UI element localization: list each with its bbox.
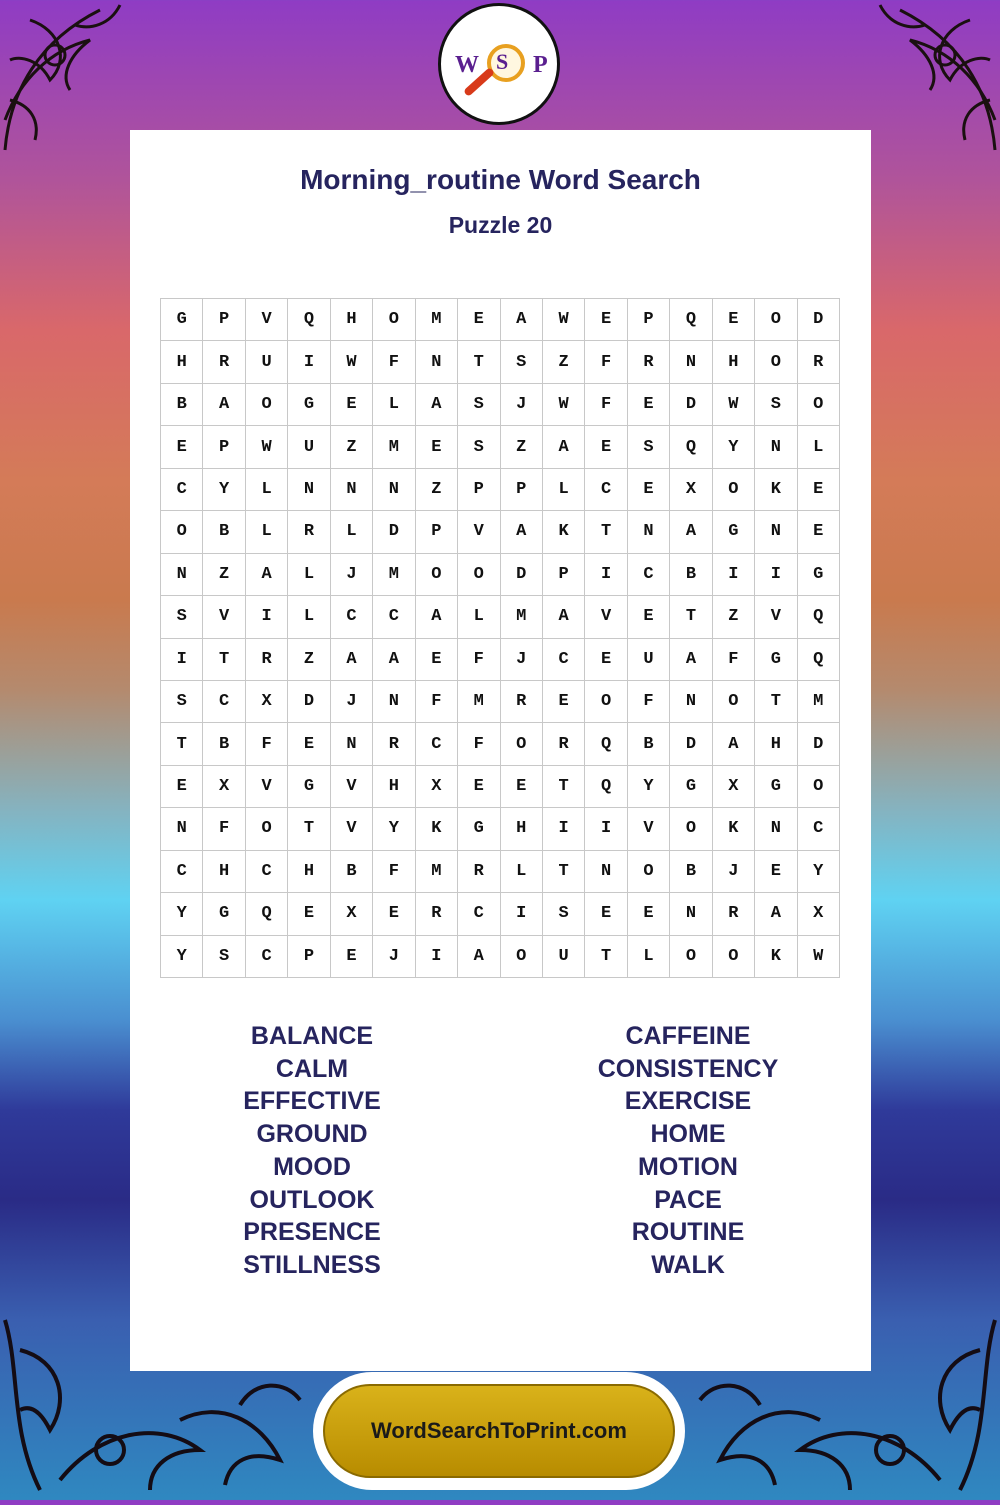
grid-cell[interactable]: G [713, 511, 755, 553]
grid-cell[interactable]: H [501, 808, 543, 850]
grid-cell[interactable]: Q [585, 766, 627, 808]
grid-cell[interactable]: F [373, 851, 415, 893]
word-list-item: EFFECTIVE [243, 1087, 381, 1116]
grid-cell[interactable]: K [713, 808, 755, 850]
grid-cell[interactable]: B [331, 851, 373, 893]
grid-cell[interactable]: F [458, 723, 500, 765]
grid-cell[interactable]: L [331, 511, 373, 553]
grid-cell[interactable]: G [288, 384, 330, 426]
grid-cell[interactable]: M [373, 554, 415, 596]
grid-cell[interactable]: E [458, 299, 500, 341]
grid-cell[interactable]: B [670, 554, 712, 596]
word-list-item: STILLNESS [243, 1250, 381, 1279]
grid-cell[interactable]: L [246, 469, 288, 511]
grid-cell[interactable]: S [203, 936, 245, 978]
grid-cell[interactable]: A [501, 511, 543, 553]
grid-cell[interactable]: K [755, 936, 797, 978]
grid-cell[interactable]: X [798, 893, 840, 935]
grid-cell[interactable]: K [543, 511, 585, 553]
grid-cell[interactable]: O [670, 936, 712, 978]
grid-cell[interactable]: R [373, 723, 415, 765]
grid-cell[interactable]: E [713, 299, 755, 341]
grid-cell[interactable]: S [628, 426, 670, 468]
grid-cell[interactable]: A [543, 426, 585, 468]
grid-cell[interactable]: Z [203, 554, 245, 596]
grid-cell[interactable]: M [416, 851, 458, 893]
grid-cell[interactable]: D [670, 384, 712, 426]
grid-cell[interactable]: E [458, 766, 500, 808]
grid-cell[interactable]: C [458, 893, 500, 935]
grid-cell[interactable]: O [713, 936, 755, 978]
grid-cell[interactable]: E [628, 893, 670, 935]
grid-cell[interactable]: R [203, 341, 245, 383]
grid-cell[interactable]: L [798, 426, 840, 468]
grid-cell[interactable]: R [713, 893, 755, 935]
grid-cell[interactable]: P [458, 469, 500, 511]
grid-cell[interactable]: V [585, 596, 627, 638]
grid-cell[interactable]: O [373, 299, 415, 341]
grid-cell[interactable]: T [161, 723, 203, 765]
grid-cell[interactable]: C [246, 851, 288, 893]
grid-cell[interactable]: O [798, 384, 840, 426]
grid-cell[interactable]: D [670, 723, 712, 765]
grid-cell[interactable]: S [161, 596, 203, 638]
puzzle-number: Puzzle 20 [448, 212, 553, 238]
grid-cell[interactable]: X [670, 469, 712, 511]
grid-cell[interactable]: J [501, 384, 543, 426]
word-list-item: EXERCISE [624, 1087, 752, 1116]
grid-cell[interactable]: N [331, 723, 373, 765]
grid-cell[interactable]: N [755, 511, 797, 553]
grid-cell[interactable]: I [161, 639, 203, 681]
grid-cell[interactable]: A [416, 596, 458, 638]
word-list-item: OUTLOOK [249, 1185, 375, 1214]
grid-cell[interactable]: L [543, 469, 585, 511]
grid-cell[interactable]: H [755, 723, 797, 765]
grid-cell[interactable]: R [798, 341, 840, 383]
grid-cell[interactable]: Y [373, 808, 415, 850]
grid-cell[interactable]: Q [670, 299, 712, 341]
grid-cell[interactable]: O [798, 766, 840, 808]
site-link-text: WordSearchToPrint.com [371, 1418, 627, 1443]
grid-cell[interactable]: Z [331, 426, 373, 468]
grid-cell[interactable]: D [798, 723, 840, 765]
grid-cell[interactable]: H [203, 851, 245, 893]
grid-cell[interactable]: Y [161, 936, 203, 978]
grid-cell[interactable]: M [501, 596, 543, 638]
grid-cell[interactable]: H [331, 299, 373, 341]
grid-cell[interactable]: F [628, 681, 670, 723]
grid-cell[interactable]: W [543, 384, 585, 426]
grid-cell[interactable]: N [288, 469, 330, 511]
grid-cell[interactable]: E [628, 384, 670, 426]
grid-cell[interactable]: V [755, 596, 797, 638]
word-list-right [538, 1020, 838, 1282]
grid-cell[interactable]: A [501, 299, 543, 341]
grid-cell[interactable]: A [543, 596, 585, 638]
grid-cell[interactable]: N [161, 808, 203, 850]
grid-cell[interactable]: B [628, 723, 670, 765]
grid-cell[interactable]: B [670, 851, 712, 893]
grid-cell[interactable]: Y [203, 469, 245, 511]
grid-cell[interactable]: P [288, 936, 330, 978]
grid-cell[interactable]: X [331, 893, 373, 935]
grid-cell[interactable]: C [416, 723, 458, 765]
grid-cell[interactable]: Q [288, 299, 330, 341]
grid-cell[interactable]: C [331, 596, 373, 638]
grid-cell[interactable]: G [670, 766, 712, 808]
grid-cell[interactable]: X [203, 766, 245, 808]
grid-cell[interactable]: M [798, 681, 840, 723]
grid-cell[interactable]: Y [161, 893, 203, 935]
grid-cell[interactable]: C [161, 851, 203, 893]
grid-cell[interactable]: E [628, 469, 670, 511]
grid-cell[interactable]: E [755, 851, 797, 893]
grid-cell[interactable]: Y [628, 766, 670, 808]
word-list-item: WALK [651, 1250, 725, 1279]
grid-cell[interactable]: Y [798, 851, 840, 893]
grid-cell[interactable]: C [798, 808, 840, 850]
grid-cell[interactable]: F [373, 341, 415, 383]
site-link-pill[interactable] [323, 1384, 675, 1478]
grid-cell[interactable]: N [670, 681, 712, 723]
grid-cell[interactable]: W [798, 936, 840, 978]
grid-cell[interactable]: C [161, 469, 203, 511]
grid-cell[interactable]: K [416, 808, 458, 850]
grid-cell[interactable]: H [373, 766, 415, 808]
grid-cell[interactable]: M [373, 426, 415, 468]
grid-cell[interactable]: E [331, 936, 373, 978]
grid-cell[interactable]: F [246, 723, 288, 765]
grid-cell[interactable]: D [288, 681, 330, 723]
grid-cell[interactable]: N [755, 426, 797, 468]
grid-cell[interactable]: T [670, 596, 712, 638]
word-list-item: CAFFEINE [625, 1022, 751, 1050]
grid-cell[interactable]: Z [288, 639, 330, 681]
grid-cell[interactable]: N [161, 554, 203, 596]
grid-cell[interactable]: N [628, 511, 670, 553]
grid-cell[interactable]: E [288, 723, 330, 765]
grid-cell[interactable]: L [458, 596, 500, 638]
grid-cell[interactable]: E [585, 299, 627, 341]
grid-cell[interactable]: T [203, 639, 245, 681]
grid-cell[interactable]: Z [416, 469, 458, 511]
grid-cell[interactable]: O [246, 384, 288, 426]
grid-cell[interactable]: J [373, 936, 415, 978]
grid-cell[interactable]: I [585, 554, 627, 596]
grid-cell[interactable]: L [628, 936, 670, 978]
grid-cell[interactable]: E [331, 384, 373, 426]
grid-cell[interactable]: Z [713, 596, 755, 638]
grid-cell[interactable]: A [373, 639, 415, 681]
word-list-left [162, 1020, 462, 1282]
grid-cell[interactable]: G [755, 639, 797, 681]
grid-cell[interactable]: J [331, 681, 373, 723]
grid-cell[interactable]: M [458, 681, 500, 723]
grid-cell[interactable]: A [755, 893, 797, 935]
grid-cell[interactable]: F [713, 639, 755, 681]
grid-cell[interactable]: O [161, 511, 203, 553]
grid-cell[interactable]: H [288, 851, 330, 893]
word-list-item: BALANCE [250, 1022, 374, 1050]
grid-cell[interactable]: C [628, 554, 670, 596]
grid-cell[interactable]: C [203, 681, 245, 723]
grid-cell[interactable]: O [713, 681, 755, 723]
grid-cell[interactable]: Q [670, 426, 712, 468]
logo-letter-s: S [496, 49, 509, 74]
grid-cell[interactable]: X [416, 766, 458, 808]
grid-cell[interactable]: D [373, 511, 415, 553]
grid-cell[interactable]: E [585, 893, 627, 935]
grid-cell[interactable]: A [458, 936, 500, 978]
grid-cell[interactable]: I [585, 808, 627, 850]
grid-cell[interactable]: T [755, 681, 797, 723]
grid-cell[interactable]: O [458, 554, 500, 596]
grid-cell[interactable]: S [161, 681, 203, 723]
word-list-item: HOME [650, 1120, 726, 1149]
grid-cell[interactable]: I [501, 893, 543, 935]
grid-cell[interactable]: S [543, 893, 585, 935]
grid-cell[interactable]: T [543, 766, 585, 808]
grid-cell[interactable]: J [713, 851, 755, 893]
grid-cell[interactable]: P [628, 299, 670, 341]
site-logo[interactable] [438, 3, 560, 125]
grid-cell[interactable]: N [755, 808, 797, 850]
word-list-item: PRESENCE [243, 1218, 381, 1247]
grid-cell[interactable]: V [246, 766, 288, 808]
logo-letter-w: W [455, 52, 479, 78]
grid-cell[interactable]: X [713, 766, 755, 808]
grid-cell[interactable]: E [501, 766, 543, 808]
grid-cell[interactable]: S [755, 384, 797, 426]
grid-cell[interactable]: I [416, 936, 458, 978]
grid-cell[interactable]: O [585, 681, 627, 723]
grid-cell[interactable]: X [246, 681, 288, 723]
grid-cell[interactable]: Q [246, 893, 288, 935]
grid-cell[interactable]: A [713, 723, 755, 765]
grid-cell[interactable]: R [543, 723, 585, 765]
grid-cell[interactable]: V [331, 766, 373, 808]
grid-cell[interactable]: Z [501, 426, 543, 468]
grid-cell[interactable]: B [203, 723, 245, 765]
word-list-item: GROUND [256, 1120, 368, 1149]
grid-cell[interactable]: A [670, 511, 712, 553]
grid-cell[interactable]: I [288, 341, 330, 383]
grid-cell[interactable]: W [543, 299, 585, 341]
grid-cell[interactable]: B [161, 384, 203, 426]
grid-cell[interactable]: T [585, 511, 627, 553]
grid-cell[interactable]: W [331, 341, 373, 383]
grid-cell[interactable]: N [670, 893, 712, 935]
grid-cell[interactable]: O [416, 554, 458, 596]
grid-cell[interactable]: S [458, 384, 500, 426]
letter-grid [160, 298, 840, 978]
grid-cell[interactable]: V [331, 808, 373, 850]
grid-cell[interactable]: V [246, 299, 288, 341]
grid-cell[interactable]: R [246, 639, 288, 681]
grid-cell[interactable]: G [755, 766, 797, 808]
logo-letter-p: P [533, 52, 548, 78]
grid-cell[interactable]: U [288, 426, 330, 468]
grid-cell[interactable]: A [331, 639, 373, 681]
grid-cell[interactable]: H [713, 341, 755, 383]
grid-cell[interactable]: J [501, 639, 543, 681]
grid-cell[interactable]: V [458, 511, 500, 553]
grid-cell[interactable]: A [416, 384, 458, 426]
grid-cell[interactable]: O [755, 299, 797, 341]
word-list-item: CALM [275, 1054, 349, 1083]
grid-cell[interactable]: U [543, 936, 585, 978]
grid-cell[interactable]: E [585, 426, 627, 468]
word-list-item: CONSISTENCY [597, 1054, 779, 1083]
grid-cell[interactable]: C [246, 936, 288, 978]
grid-cell[interactable]: M [416, 299, 458, 341]
grid-cell[interactable]: E [543, 681, 585, 723]
grid-cell[interactable]: T [543, 851, 585, 893]
grid-cell[interactable]: I [543, 808, 585, 850]
grid-cell[interactable]: E [798, 469, 840, 511]
grid-cell[interactable]: G [798, 554, 840, 596]
grid-cell[interactable]: W [713, 384, 755, 426]
grid-cell[interactable]: P [203, 426, 245, 468]
grid-cell[interactable]: E [628, 596, 670, 638]
grid-cell[interactable]: O [713, 469, 755, 511]
site-link-button[interactable] [313, 1372, 685, 1490]
grid-cell[interactable]: R [458, 851, 500, 893]
grid-cell[interactable]: O [755, 341, 797, 383]
grid-cell[interactable]: R [628, 341, 670, 383]
grid-cell[interactable]: I [755, 554, 797, 596]
grid-cell[interactable]: I [246, 596, 288, 638]
grid-cell[interactable]: F [203, 808, 245, 850]
word-list-item: ROUTINE [631, 1218, 745, 1247]
grid-cell[interactable]: A [670, 639, 712, 681]
grid-cell[interactable]: P [416, 511, 458, 553]
grid-cell[interactable]: R [416, 893, 458, 935]
grid-cell[interactable]: Z [543, 341, 585, 383]
grid-cell[interactable]: O [501, 936, 543, 978]
grid-cell[interactable]: W [246, 426, 288, 468]
puzzle-card [130, 130, 871, 1371]
word-list-item: PACE [654, 1185, 722, 1214]
word-list-item: MOTION [638, 1152, 738, 1181]
grid-cell[interactable]: O [628, 851, 670, 893]
grid-cell[interactable]: D [501, 554, 543, 596]
grid-cell[interactable]: L [288, 554, 330, 596]
grid-cell[interactable]: R [288, 511, 330, 553]
grid-cell[interactable]: T [585, 936, 627, 978]
grid-cell[interactable]: P [501, 469, 543, 511]
grid-cell[interactable]: E [161, 426, 203, 468]
grid-cell[interactable]: C [585, 469, 627, 511]
grid-cell[interactable]: F [585, 384, 627, 426]
grid-cell[interactable]: L [501, 851, 543, 893]
grid-cell[interactable]: G [161, 299, 203, 341]
grid-cell[interactable]: I [713, 554, 755, 596]
grid-cell[interactable]: F [458, 639, 500, 681]
grid-cell[interactable]: F [585, 341, 627, 383]
grid-cell[interactable]: E [798, 511, 840, 553]
grid-cell[interactable]: C [543, 639, 585, 681]
grid-cell[interactable]: T [288, 808, 330, 850]
grid-cell[interactable]: A [246, 554, 288, 596]
grid-cell[interactable]: S [458, 426, 500, 468]
grid-cell[interactable]: N [670, 341, 712, 383]
word-list-item: MOOD [273, 1152, 351, 1181]
grid-cell[interactable]: G [203, 893, 245, 935]
grid-cell[interactable]: P [203, 299, 245, 341]
grid-cell[interactable]: V [203, 596, 245, 638]
grid-cell[interactable]: S [501, 341, 543, 383]
grid-cell[interactable]: L [288, 596, 330, 638]
grid-cell[interactable]: U [628, 639, 670, 681]
grid-cell[interactable]: U [246, 341, 288, 383]
grid-cell[interactable]: F [416, 681, 458, 723]
grid-cell[interactable]: E [585, 639, 627, 681]
grid-cell[interactable]: A [203, 384, 245, 426]
grid-cell[interactable]: N [373, 681, 415, 723]
grid-cell[interactable]: L [373, 384, 415, 426]
grid-cell[interactable]: Y [713, 426, 755, 468]
grid-cell[interactable]: G [288, 766, 330, 808]
grid-cell[interactable]: N [373, 469, 415, 511]
grid-cell[interactable]: O [670, 808, 712, 850]
grid-cell[interactable]: T [458, 341, 500, 383]
grid-cell[interactable]: D [798, 299, 840, 341]
grid-cell[interactable]: C [373, 596, 415, 638]
grid-cell[interactable]: E [416, 426, 458, 468]
grid-cell[interactable]: E [288, 893, 330, 935]
grid-cell[interactable]: Q [798, 596, 840, 638]
grid-cell[interactable]: N [585, 851, 627, 893]
grid-cell[interactable]: Q [585, 723, 627, 765]
grid-cell[interactable]: N [331, 469, 373, 511]
grid-cell[interactable]: O [501, 723, 543, 765]
grid-cell[interactable]: R [501, 681, 543, 723]
grid-cell[interactable]: J [331, 554, 373, 596]
grid-cell[interactable]: H [161, 341, 203, 383]
grid-cell[interactable]: N [416, 341, 458, 383]
grid-cell[interactable]: K [755, 469, 797, 511]
grid-cell[interactable]: B [203, 511, 245, 553]
page-title: Morning_routine Word Search [300, 164, 701, 195]
grid-cell[interactable]: E [161, 766, 203, 808]
grid-cell[interactable]: P [543, 554, 585, 596]
grid-cell[interactable]: L [246, 511, 288, 553]
grid-cell[interactable]: E [373, 893, 415, 935]
grid-cell[interactable]: G [458, 808, 500, 850]
grid-cell[interactable]: V [628, 808, 670, 850]
grid-cell[interactable]: E [416, 639, 458, 681]
grid-cell[interactable]: Q [798, 639, 840, 681]
grid-cell[interactable]: O [246, 808, 288, 850]
